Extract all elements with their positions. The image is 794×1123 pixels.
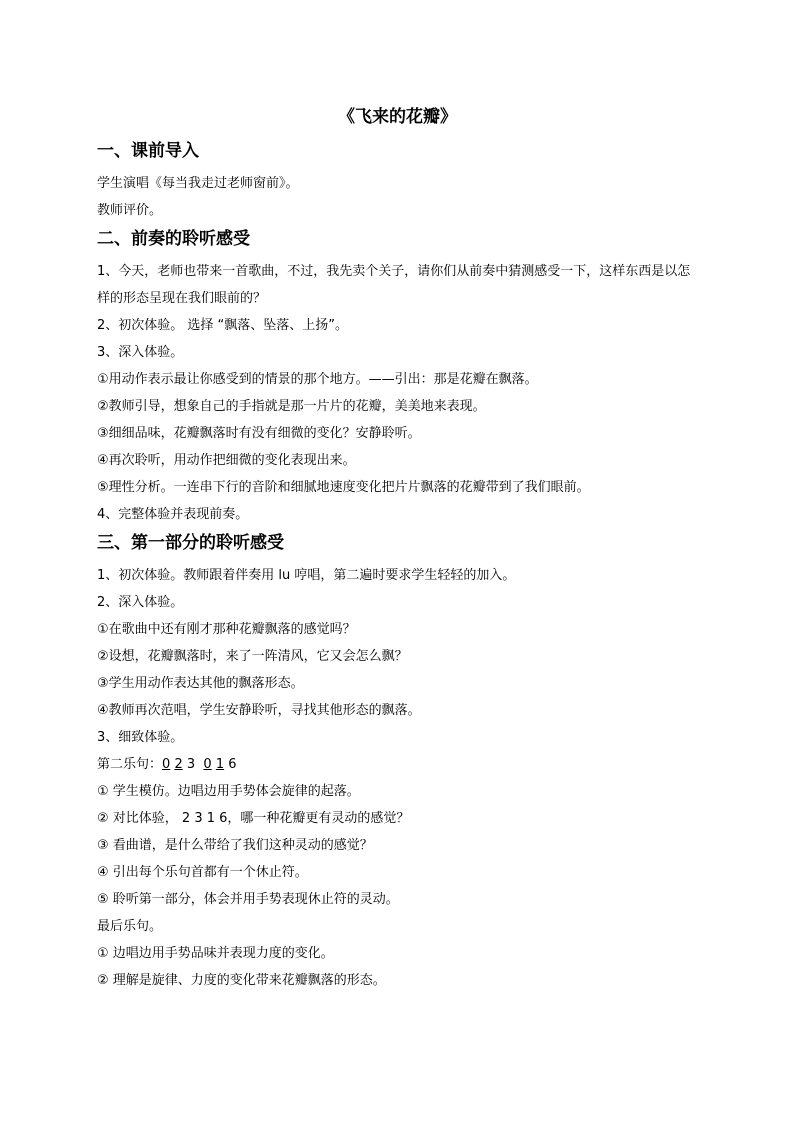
paragraph: ① 学生模仿。边唱边用手势体会旋律的起落。 xyxy=(97,784,360,799)
section-heading-3: 三、第一部分的聆听感受 xyxy=(97,533,284,553)
paragraph: 3、深入体验。 xyxy=(97,345,184,360)
paragraph: ②教师引导，想象自己的手指就是那一片片的花瓣，美美地来表现。 xyxy=(97,399,486,414)
paragraph: ①用动作表示最让你感受到的情景的那个地方。——引出：那是花瓣在飘落。 xyxy=(97,372,538,387)
paragraph: 3、细致体验。 xyxy=(97,730,184,745)
document-title: 《飞来的花瓣》 xyxy=(338,107,457,127)
notation-label: 第二乐句： xyxy=(97,757,163,772)
notation-note: 2 xyxy=(174,757,183,772)
notation-note: 0 xyxy=(203,757,212,772)
paragraph: ③细细品味，花瓣飘落时有没有细微的变化？安静聆听。 xyxy=(97,426,421,441)
paragraph: ⑤理性分析。一连串下行的音阶和细腻地速度变化把片片飘落的花瓣带到了我们眼前。 xyxy=(97,480,590,495)
paragraph: ①在歌曲中还有刚才那种花瓣飘落的感觉吗？ xyxy=(97,622,356,637)
paragraph: 学生演唱《每当我走过老师窗前》。 xyxy=(97,176,299,191)
notation-note: 3 xyxy=(186,757,196,772)
paragraph: ① 边唱边用手势品味并表现力度的变化。 xyxy=(97,946,334,961)
paragraph: 1、今天，老师也带来一首歌曲，不过，我先卖个关子，请你们从前奏中猜测感受一下，这样东西是以怎样的形态呈现在我们眼前的？ xyxy=(97,264,691,306)
paragraph: 最后乐句。 xyxy=(97,919,163,934)
paragraph: ② 对比体验， 2 3 1 6，哪一种花瓣更有灵动的感觉？ xyxy=(97,811,410,826)
paragraph: 1、初次体验。教师跟着伴奏用 lu 哼唱，第二遍时要求学生轻轻的加入。 xyxy=(97,568,516,583)
paragraph: ③学生用动作表达其他的飘落形态。 xyxy=(97,676,304,691)
paragraph: 4、完整体验并表现前奏。 xyxy=(97,507,249,522)
paragraph: ③ 看曲谱，是什么带给了我们这种灵动的感觉？ xyxy=(97,838,373,853)
notation-note: 0 xyxy=(162,757,171,772)
notation-note: 6 xyxy=(228,757,237,772)
paragraph: 2、深入体验。 xyxy=(97,595,184,610)
paragraph: ② 理解是旋律、力度的变化带来花瓣飘落的形态。 xyxy=(97,973,386,988)
section-heading-2: 二、前奏的聆听感受 xyxy=(97,229,250,249)
paragraph: 教师评价。 xyxy=(97,203,163,218)
paragraph: 2、初次体验。 选择 “飘落、坠落、上扬”。 xyxy=(97,318,349,333)
music-notation-line xyxy=(97,751,698,778)
paragraph: ④再次聆听，用动作把细微的变化表现出来。 xyxy=(97,453,356,468)
paragraph: ④教师再次范唱，学生安静聆听，寻找其他形态的飘落。 xyxy=(97,703,421,718)
notation-note: 1 xyxy=(215,757,225,772)
paragraph: ④ 引出每个乐句首都有一个休止符。 xyxy=(97,865,308,880)
section-heading-1: 一、课前导入 xyxy=(97,141,199,161)
paragraph: ⑤ 聆听第一部分，体会并用手势表现休止符的灵动。 xyxy=(97,892,399,907)
paragraph: ②设想，花瓣飘落时，来了一阵清风，它又会怎么飘？ xyxy=(97,649,408,664)
